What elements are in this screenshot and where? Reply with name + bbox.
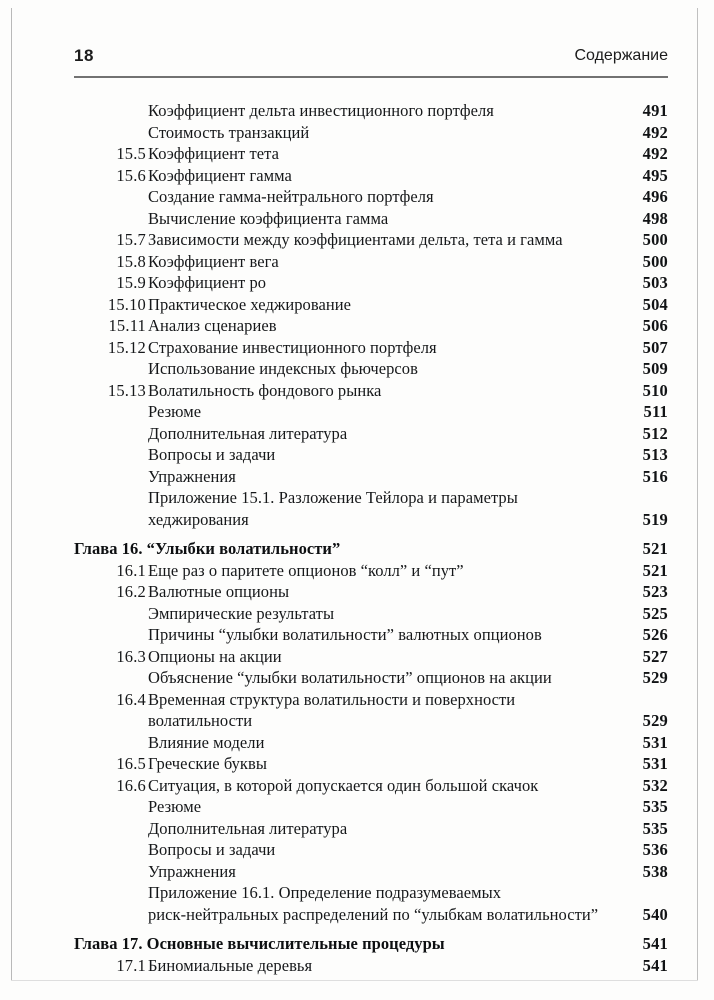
- toc-entry-title: Коэффициент гамма: [148, 165, 292, 185]
- toc-entry-row: [74, 797, 668, 819]
- toc-entry-row: [74, 424, 668, 446]
- toc-chapter-title: Глава 17. Основные вычислительные процедуры: [74, 934, 445, 953]
- toc-entry-title: Вопросы и задачи: [148, 445, 276, 464]
- toc-section-number: 15.12: [107, 337, 146, 357]
- running-head: [74, 46, 668, 72]
- toc-page-number: 538: [642, 861, 668, 881]
- toc-section-number: 16.2: [116, 582, 146, 601]
- page-edge-left: [11, 8, 12, 980]
- toc-section-number: 16.4: [116, 689, 146, 709]
- toc-entry-row: [74, 668, 668, 690]
- toc-entry-title: Опционы на акции: [148, 646, 282, 666]
- toc-entry-row: [74, 862, 668, 884]
- toc-section-number: 16.6: [116, 775, 146, 795]
- toc-entry-row: [74, 144, 668, 166]
- toc-continuation-row: [74, 711, 668, 733]
- toc-entry-row: [74, 295, 668, 317]
- toc-page-number: 531: [642, 732, 668, 752]
- toc-entry-row: [74, 166, 668, 188]
- toc-entry-title: Коэффициент вега: [148, 251, 279, 271]
- toc-page-number: 506: [642, 316, 668, 335]
- toc-page-number: 510: [642, 380, 668, 400]
- toc-entry-row: [74, 445, 668, 467]
- toc-page-number: 523: [642, 582, 668, 601]
- toc-continuation-row: [74, 510, 668, 532]
- toc-entry-row: [74, 956, 668, 978]
- toc-entry-row: [74, 840, 668, 862]
- toc-section-number: 16.1: [116, 560, 146, 580]
- toc-chapter-title: Глава 16. “Улыбки волатильности”: [74, 539, 341, 558]
- toc-entry-title: Создание гамма-нейтрального портфеля: [148, 187, 434, 206]
- page-edge-bottom: [11, 980, 698, 981]
- toc-page-number: 541: [642, 934, 668, 953]
- toc-page-number: 511: [643, 402, 668, 421]
- toc-entry-title: Влияние модели: [148, 732, 265, 752]
- toc-page-number: 521: [642, 560, 668, 580]
- toc-page-number: 504: [642, 294, 668, 314]
- toc-entry-title: Приложение 16.1. Определение подразумеваемых: [148, 883, 502, 902]
- page-edge-right: [697, 8, 698, 980]
- toc-page-number: 535: [642, 818, 668, 838]
- toc-entry-row: [74, 359, 668, 381]
- toc-page-number: 521: [642, 539, 668, 558]
- toc-entry-row: [74, 819, 668, 841]
- toc-page-number: 496: [642, 187, 668, 206]
- toc-entry-row: [74, 647, 668, 669]
- toc-entry-row: [74, 467, 668, 489]
- toc-page-number: 529: [642, 668, 668, 687]
- toc-page-number: 500: [642, 230, 668, 249]
- toc-entry-title: Дополнительная литература: [148, 423, 348, 443]
- toc-entry-row: [74, 754, 668, 776]
- toc-page-number: 541: [642, 955, 668, 975]
- toc-page-number: 527: [642, 646, 668, 666]
- toc-entry-row: [74, 883, 668, 905]
- toc-entry-title: Упражнения: [148, 466, 236, 486]
- toc-entry-row: [74, 230, 668, 252]
- toc-entry-row: [74, 561, 668, 583]
- toc-page-number: 526: [642, 625, 668, 644]
- toc-entry-row: [74, 187, 668, 209]
- toc-entry-title: Зависимости между коэффициентами дельта, тета и гамма: [148, 230, 563, 249]
- toc-page-number: 531: [642, 754, 668, 773]
- toc-section-number: 16.5: [116, 754, 146, 773]
- toc-page-number: 529: [642, 711, 668, 730]
- toc-page-number: 536: [642, 840, 668, 859]
- toc-page-number: 500: [642, 251, 668, 271]
- toc-entry-row: [74, 488, 668, 510]
- toc-entry-title: Коэффициент дельта инвестиционного портфеля: [148, 101, 494, 120]
- toc-entry-title: Стоимость транзакций: [148, 122, 310, 142]
- toc-entry-title: волатильности: [148, 711, 253, 730]
- toc-page-number: 495: [642, 165, 668, 185]
- running-head-title: Содержание: [574, 47, 668, 64]
- toc-entry-title: риск-нейтральных распределений по “улыбкам волатильности”: [148, 904, 599, 924]
- toc-page-number: 507: [642, 337, 668, 357]
- toc-page-number: 498: [642, 208, 668, 228]
- toc-entry-row: [74, 402, 668, 424]
- toc-section-number: 15.7: [116, 230, 146, 249]
- toc-section-number: 15.13: [107, 380, 146, 400]
- toc-page-number: 540: [642, 904, 668, 924]
- toc-entry-title: хеджирования: [148, 509, 249, 529]
- toc-entry-row: [74, 123, 668, 145]
- toc-entry-title: Коэффициент тета: [148, 144, 279, 163]
- toc-entry-title: Упражнения: [148, 861, 236, 881]
- toc-page-number: 491: [642, 101, 668, 120]
- toc-page-number: 516: [642, 466, 668, 486]
- toc-entry-row: [74, 776, 668, 798]
- toc-entry-title: Волатильность фондового рынка: [148, 380, 382, 400]
- toc-entry-title: Ситуация, в которой допускается один большой скачок: [148, 775, 539, 795]
- page-number: 18: [74, 46, 94, 65]
- toc-entry-title: Практическое хеджирование: [148, 294, 351, 314]
- toc-entry-row: [74, 273, 668, 295]
- toc-page-number: 509: [642, 359, 668, 378]
- toc-entry-title: Приложение 15.1. Разложение Тейлора и параметры: [148, 488, 518, 507]
- toc-entry-row: [74, 690, 668, 712]
- toc-entry-title: Вопросы и задачи: [148, 840, 276, 859]
- toc-entry-title: Временная структура волатильности и поверхности: [148, 689, 516, 709]
- toc-page-number: 512: [642, 423, 668, 443]
- toc-entry-title: Резюме: [148, 797, 202, 816]
- toc-entry-row: [74, 625, 668, 647]
- toc-section-number: 15.9: [116, 273, 146, 292]
- toc-entry-title: Эмпирические результаты: [148, 603, 335, 623]
- toc-entry-row: [74, 582, 668, 604]
- toc-page-number: 492: [642, 122, 668, 142]
- toc-page-number: 532: [642, 775, 668, 795]
- toc-entry-title: Резюме: [148, 402, 202, 421]
- toc-page-number: 525: [642, 603, 668, 623]
- toc-entry-row: [74, 316, 668, 338]
- toc-entry-title: Коэффициент ро: [148, 273, 267, 292]
- toc-entry-title: Анализ сценариев: [148, 316, 277, 335]
- toc-section-number: 15.6: [116, 165, 146, 185]
- toc-page-number: 513: [642, 445, 668, 464]
- toc-entry-row: [74, 604, 668, 626]
- toc-entry-title: Биномиальные деревья: [148, 955, 313, 975]
- toc-section-number: 16.3: [116, 646, 146, 666]
- toc-page-number: 535: [642, 797, 668, 816]
- toc-entry-title: Еще раз о паритете опционов “колл” и “пут”: [148, 560, 464, 580]
- toc-entry-title: Страхование инвестиционного портфеля: [148, 337, 437, 357]
- toc-chapter-row: [74, 934, 668, 956]
- toc-entry-title: Использование индексных фьючерсов: [148, 359, 418, 378]
- toc-entry-title: Вычисление коэффициента гамма: [148, 208, 389, 228]
- table-of-contents: [74, 101, 668, 977]
- toc-chapter-row: [74, 539, 668, 561]
- toc-entry-title: Греческие буквы: [148, 754, 267, 773]
- toc-section-number: 15.5: [116, 144, 146, 163]
- toc-section-number: 15.10: [107, 294, 146, 314]
- toc-section-number: 15.11: [108, 316, 146, 335]
- toc-entry-title: Причины “улыбки волатильности” валютных опционов: [148, 625, 542, 644]
- toc-entry-title: Объяснение “улыбки волатильности” опционов на акции: [148, 668, 552, 687]
- toc-entry-row: [74, 381, 668, 403]
- toc-entry-row: [74, 101, 668, 123]
- toc-page-number: 503: [642, 273, 668, 292]
- toc-section-number: 17.1: [116, 955, 146, 975]
- toc-page-number: 519: [642, 509, 668, 529]
- toc-entry-row: [74, 338, 668, 360]
- toc-section-number: 15.8: [116, 251, 146, 271]
- toc-continuation-row: [74, 905, 668, 927]
- toc-entry-row: [74, 209, 668, 231]
- running-head-rule: [74, 76, 668, 78]
- toc-entry-row: [74, 252, 668, 274]
- toc-page-number: 492: [642, 144, 668, 163]
- toc-entry-row: [74, 733, 668, 755]
- toc-entry-title: Валютные опционы: [148, 582, 290, 601]
- toc-entry-title: Дополнительная литература: [148, 818, 348, 838]
